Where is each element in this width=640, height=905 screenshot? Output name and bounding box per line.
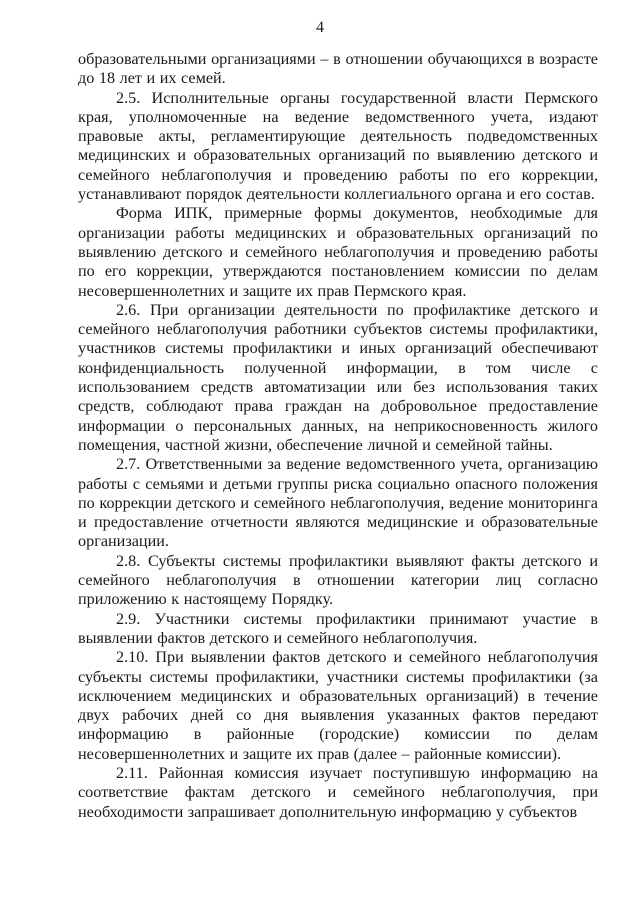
document-body	[78, 50, 598, 822]
paragraph-2-5: 2.5. Исполнительные органы государственной власти Пермского края, уполномоченные на ведение ведомственного учета, издают правовые акты, регламентирующие деятельность подведомственных медицинских и образовательных организаций по выявлению детского и семейного неблагополучия и проведению работы по его коррекции, устанавливают порядок деятельности коллегиального органа и его состав.	[78, 88, 598, 204]
paragraph-ipk-form: Форма ИПК, примерные формы документов, необходимые для организации работы медицинских и образовательных организаций по выявлению детского и семейного неблагополучия и проведению работы по его коррекции, утверждаются постановлением комиссии по делам несовершеннолетних и защите их прав Пермского края.	[78, 204, 598, 300]
paragraph-2-7: 2.7. Ответственными за ведение ведомственного учета, организацию работы с семьями и детьми группы риска социально опасного положения по коррекции детского и семейного неблагополучия, ведение мониторинга и предоставление отчетности являются медицинские и образовательные организации.	[78, 455, 598, 551]
paragraph-2-10: 2.10. При выявлении фактов детского и семейного неблагополучия субъекты системы профилактики, участники системы профилактики (за исключением медицинских и образовательных организаций) в течение двух рабочих дней со дня выявления указанных фактов передают информацию в районные (городские) комиссии по делам несовершеннолетних и защите их прав (далее – районные комиссии).	[78, 648, 598, 763]
paragraph-2-6: 2.6. При организации деятельности по профилактике детского и семейного неблагополучия работники субъектов системы профилактики, участников системы профилактики и иных организаций обеспечивают конфиденциальность полученной информации, в том числе с использованием средств автоматизации или без использования таких средств, соблюдают права граждан на добровольное предоставление информации о персональных данных, на неприкосновенность жилого помещения, частной жизни, обеспечение личной и семейной тайны.	[78, 300, 598, 454]
paragraph-2-9: 2.9. Участники системы профилактики принимают участие в выявлении фактов детского и семейного неблагополучия.	[78, 609, 598, 647]
paragraph-2-8: 2.8. Субъекты системы профилактики выявляют факты детского и семейного неблагополучия в отношении категории лиц согласно приложению к настоящему Порядку.	[78, 551, 598, 609]
paragraph-2-11: 2.11. Районная комиссия изучает поступившую информацию на соответствие фактам детского и семейного неблагополучия, при необходимости запрашивает дополнительную информацию у субъектов	[78, 763, 598, 821]
page-number: 4	[316, 19, 324, 36]
paragraph-continuation: образовательными организациями – в отношении обучающихся в возрасте до 18 лет и их семей.	[78, 50, 598, 88]
